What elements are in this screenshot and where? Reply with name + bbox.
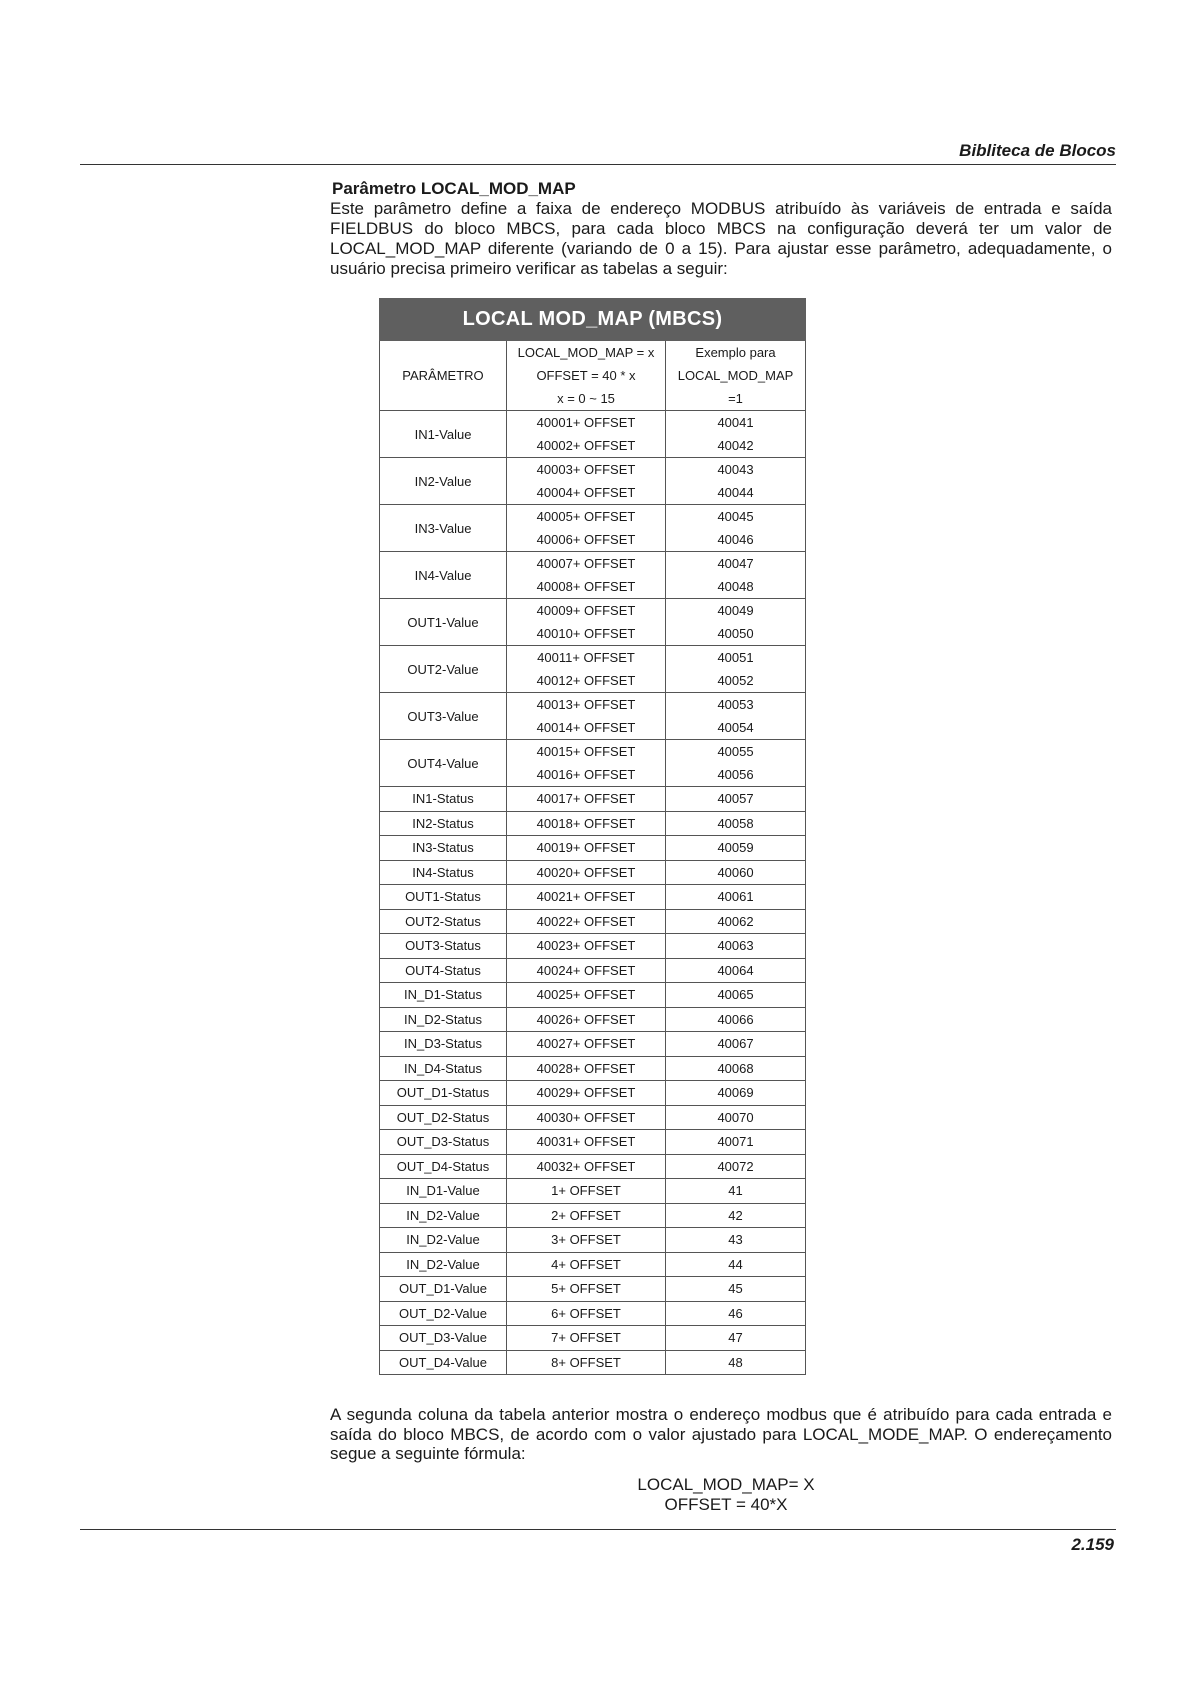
table-row (380, 1007, 806, 1032)
address-cell: 40023+ OFFSET (507, 934, 666, 959)
address-cell: 6+ OFFSET (507, 1301, 666, 1326)
running-header-title: Bibliteca de Blocos (959, 141, 1116, 160)
example-cell: 40072 (666, 1154, 806, 1179)
header-col2-line1: LOCAL_MOD_MAP = x (507, 341, 666, 365)
table-row (380, 411, 806, 435)
example-cell: 40063 (666, 934, 806, 959)
param-cell: OUT_D2-Value (380, 1301, 507, 1326)
address-cell: 40016+ OFFSET (507, 763, 666, 787)
example-cell: 48 (666, 1350, 806, 1375)
table-row (380, 1154, 806, 1179)
section-heading: Parâmetro LOCAL_MOD_MAP (332, 179, 576, 198)
example-cell: 40070 (666, 1105, 806, 1130)
address-cell: 3+ OFFSET (507, 1228, 666, 1253)
address-cell: 1+ OFFSET (507, 1179, 666, 1204)
table-row (380, 505, 806, 529)
example-cell: 40067 (666, 1032, 806, 1057)
param-cell: IN_D4-Status (380, 1056, 507, 1081)
table-title: LOCAL MOD_MAP (MBCS) (380, 299, 806, 341)
example-cell: 40045 (666, 505, 806, 529)
example-cell: 42 (666, 1203, 806, 1228)
example-cell: 40052 (666, 669, 806, 693)
address-cell: 40006+ OFFSET (507, 528, 666, 552)
page-number: 2.159 (1071, 1535, 1114, 1554)
address-cell: 40002+ OFFSET (507, 434, 666, 458)
header-parametro: PARÂMETRO (380, 341, 507, 411)
param-cell: IN_D1-Status (380, 983, 507, 1008)
example-cell: 40058 (666, 811, 806, 836)
intro-paragraph: Este parâmetro define a faixa de endereço MODBUS atribuído às variáveis de entrada e saída FIELDBUS do bloco MBCS, para cada bloco MBCS na configuração deverá ter um valor de LOCAL_MOD_MAP diferente (variando de 0 a 15). Para ajustar esse parâmetro, adequadamente, o usuário precisa primeiro verificar as tabelas a seguir: (330, 199, 1112, 278)
example-cell: 41 (666, 1179, 806, 1204)
address-cell: 40014+ OFFSET (507, 716, 666, 740)
table-row (380, 693, 806, 717)
example-cell: 40057 (666, 787, 806, 812)
address-cell: 40009+ OFFSET (507, 599, 666, 623)
address-cell: 40021+ OFFSET (507, 885, 666, 910)
param-cell: OUT1-Status (380, 885, 507, 910)
param-cell: OUT3-Status (380, 934, 507, 959)
address-cell: 5+ OFFSET (507, 1277, 666, 1302)
param-cell: IN_D3-Status (380, 1032, 507, 1057)
example-cell: 40054 (666, 716, 806, 740)
param-cell: OUT4-Status (380, 958, 507, 983)
param-cell: IN4-Status (380, 860, 507, 885)
address-cell: 40001+ OFFSET (507, 411, 666, 435)
param-cell: OUT2-Status (380, 909, 507, 934)
param-cell: IN4-Value (380, 552, 507, 599)
param-cell: IN_D1-Value (380, 1179, 507, 1204)
address-cell: 8+ OFFSET (507, 1350, 666, 1375)
param-cell: IN3-Value (380, 505, 507, 552)
table-row (380, 1252, 806, 1277)
header-col3-line1: Exemplo para (666, 341, 806, 365)
example-cell: 40062 (666, 909, 806, 934)
address-cell: 40007+ OFFSET (507, 552, 666, 576)
table-row (380, 860, 806, 885)
example-cell: 40041 (666, 411, 806, 435)
address-cell: 40029+ OFFSET (507, 1081, 666, 1106)
example-cell: 44 (666, 1252, 806, 1277)
address-cell: 40004+ OFFSET (507, 481, 666, 505)
table-row (380, 958, 806, 983)
table-row (380, 552, 806, 576)
example-cell: 40071 (666, 1130, 806, 1155)
param-cell: IN_D2-Value (380, 1252, 507, 1277)
example-cell: 46 (666, 1301, 806, 1326)
after-table-paragraph: A segunda coluna da tabela anterior mostra o endereço modbus que é atribuído para cada entrada e saída do bloco MBCS, de acordo com o valor ajustado para LOCAL_MODE_MAP. O endereçamento segue a seguinte fórmula: (330, 1405, 1112, 1463)
example-cell: 40064 (666, 958, 806, 983)
example-cell: 40046 (666, 528, 806, 552)
address-cell: 40020+ OFFSET (507, 860, 666, 885)
param-cell: OUT_D1-Status (380, 1081, 507, 1106)
example-cell: 40065 (666, 983, 806, 1008)
address-cell: 40024+ OFFSET (507, 958, 666, 983)
table-row (380, 1179, 806, 1204)
table-row (380, 740, 806, 764)
table-row (380, 1056, 806, 1081)
example-cell: 40066 (666, 1007, 806, 1032)
table-row (380, 1350, 806, 1375)
example-cell: 40059 (666, 836, 806, 861)
example-cell: 40061 (666, 885, 806, 910)
header-col2-line3: x = 0 ~ 15 (507, 387, 666, 411)
address-cell: 40003+ OFFSET (507, 458, 666, 482)
param-cell: OUT_D4-Status (380, 1154, 507, 1179)
example-cell: 40069 (666, 1081, 806, 1106)
example-cell: 40051 (666, 646, 806, 670)
table-row (380, 1203, 806, 1228)
address-cell: 40013+ OFFSET (507, 693, 666, 717)
param-cell: OUT_D1-Value (380, 1277, 507, 1302)
address-cell: 40032+ OFFSET (507, 1154, 666, 1179)
example-cell: 43 (666, 1228, 806, 1253)
param-cell: OUT_D4-Value (380, 1350, 507, 1375)
address-cell: 40008+ OFFSET (507, 575, 666, 599)
example-cell: 40060 (666, 860, 806, 885)
example-cell: 40043 (666, 458, 806, 482)
param-cell: IN_D2-Value (380, 1203, 507, 1228)
param-cell: IN1-Value (380, 411, 507, 458)
table-row (380, 1228, 806, 1253)
example-cell: 40049 (666, 599, 806, 623)
formula-line-2: OFFSET = 40*X (664, 1495, 788, 1514)
address-cell: 40017+ OFFSET (507, 787, 666, 812)
address-cell: 40025+ OFFSET (507, 983, 666, 1008)
example-cell: 40048 (666, 575, 806, 599)
param-cell: IN1-Status (380, 787, 507, 812)
header-col3-line2: LOCAL_MOD_MAP (666, 364, 806, 387)
example-cell: 40055 (666, 740, 806, 764)
address-cell: 2+ OFFSET (507, 1203, 666, 1228)
table-row (380, 1277, 806, 1302)
table-row (380, 909, 806, 934)
address-cell: 40011+ OFFSET (507, 646, 666, 670)
param-cell: OUT4-Value (380, 740, 507, 787)
param-cell: IN2-Value (380, 458, 507, 505)
table-row (380, 1301, 806, 1326)
example-cell: 40050 (666, 622, 806, 646)
address-cell: 40030+ OFFSET (507, 1105, 666, 1130)
param-cell: IN_D2-Value (380, 1228, 507, 1253)
footer-rule (80, 1529, 1116, 1530)
example-cell: 47 (666, 1326, 806, 1351)
address-cell: 40031+ OFFSET (507, 1130, 666, 1155)
address-cell: 40019+ OFFSET (507, 836, 666, 861)
table-row (380, 811, 806, 836)
example-cell: 40042 (666, 434, 806, 458)
param-cell: OUT_D3-Value (380, 1326, 507, 1351)
example-cell: 45 (666, 1277, 806, 1302)
header-col2-line2: OFFSET = 40 * x (507, 364, 666, 387)
address-cell: 40010+ OFFSET (507, 622, 666, 646)
address-cell: 4+ OFFSET (507, 1252, 666, 1277)
param-cell: IN3-Status (380, 836, 507, 861)
example-cell: 40056 (666, 763, 806, 787)
table-row (380, 836, 806, 861)
table-row (380, 1081, 806, 1106)
address-cell: 40012+ OFFSET (507, 669, 666, 693)
header-col3-line3: =1 (666, 387, 806, 411)
local-mod-map-table (379, 298, 806, 1375)
table-row (380, 1105, 806, 1130)
address-cell: 40018+ OFFSET (507, 811, 666, 836)
table-row (380, 646, 806, 670)
address-cell: 40026+ OFFSET (507, 1007, 666, 1032)
address-cell: 40027+ OFFSET (507, 1032, 666, 1057)
address-cell: 40015+ OFFSET (507, 740, 666, 764)
table-row (380, 787, 806, 812)
table-row (380, 1032, 806, 1057)
example-cell: 40047 (666, 552, 806, 576)
param-cell: IN2-Status (380, 811, 507, 836)
param-cell: IN_D2-Status (380, 1007, 507, 1032)
table-row (380, 1130, 806, 1155)
param-cell: OUT3-Value (380, 693, 507, 740)
example-cell: 40068 (666, 1056, 806, 1081)
param-cell: OUT_D2-Status (380, 1105, 507, 1130)
table-row (380, 599, 806, 623)
example-cell: 40053 (666, 693, 806, 717)
table-row (380, 1326, 806, 1351)
address-cell: 40005+ OFFSET (507, 505, 666, 529)
formula-line-1: LOCAL_MOD_MAP= X (637, 1475, 815, 1494)
header-rule (80, 164, 1116, 165)
param-cell: OUT_D3-Status (380, 1130, 507, 1155)
address-cell: 7+ OFFSET (507, 1326, 666, 1351)
param-cell: OUT2-Value (380, 646, 507, 693)
param-cell: OUT1-Value (380, 599, 507, 646)
example-cell: 40044 (666, 481, 806, 505)
address-cell: 40028+ OFFSET (507, 1056, 666, 1081)
table-row (380, 458, 806, 482)
address-cell: 40022+ OFFSET (507, 909, 666, 934)
table-row (380, 885, 806, 910)
table-row (380, 983, 806, 1008)
table-row (380, 934, 806, 959)
